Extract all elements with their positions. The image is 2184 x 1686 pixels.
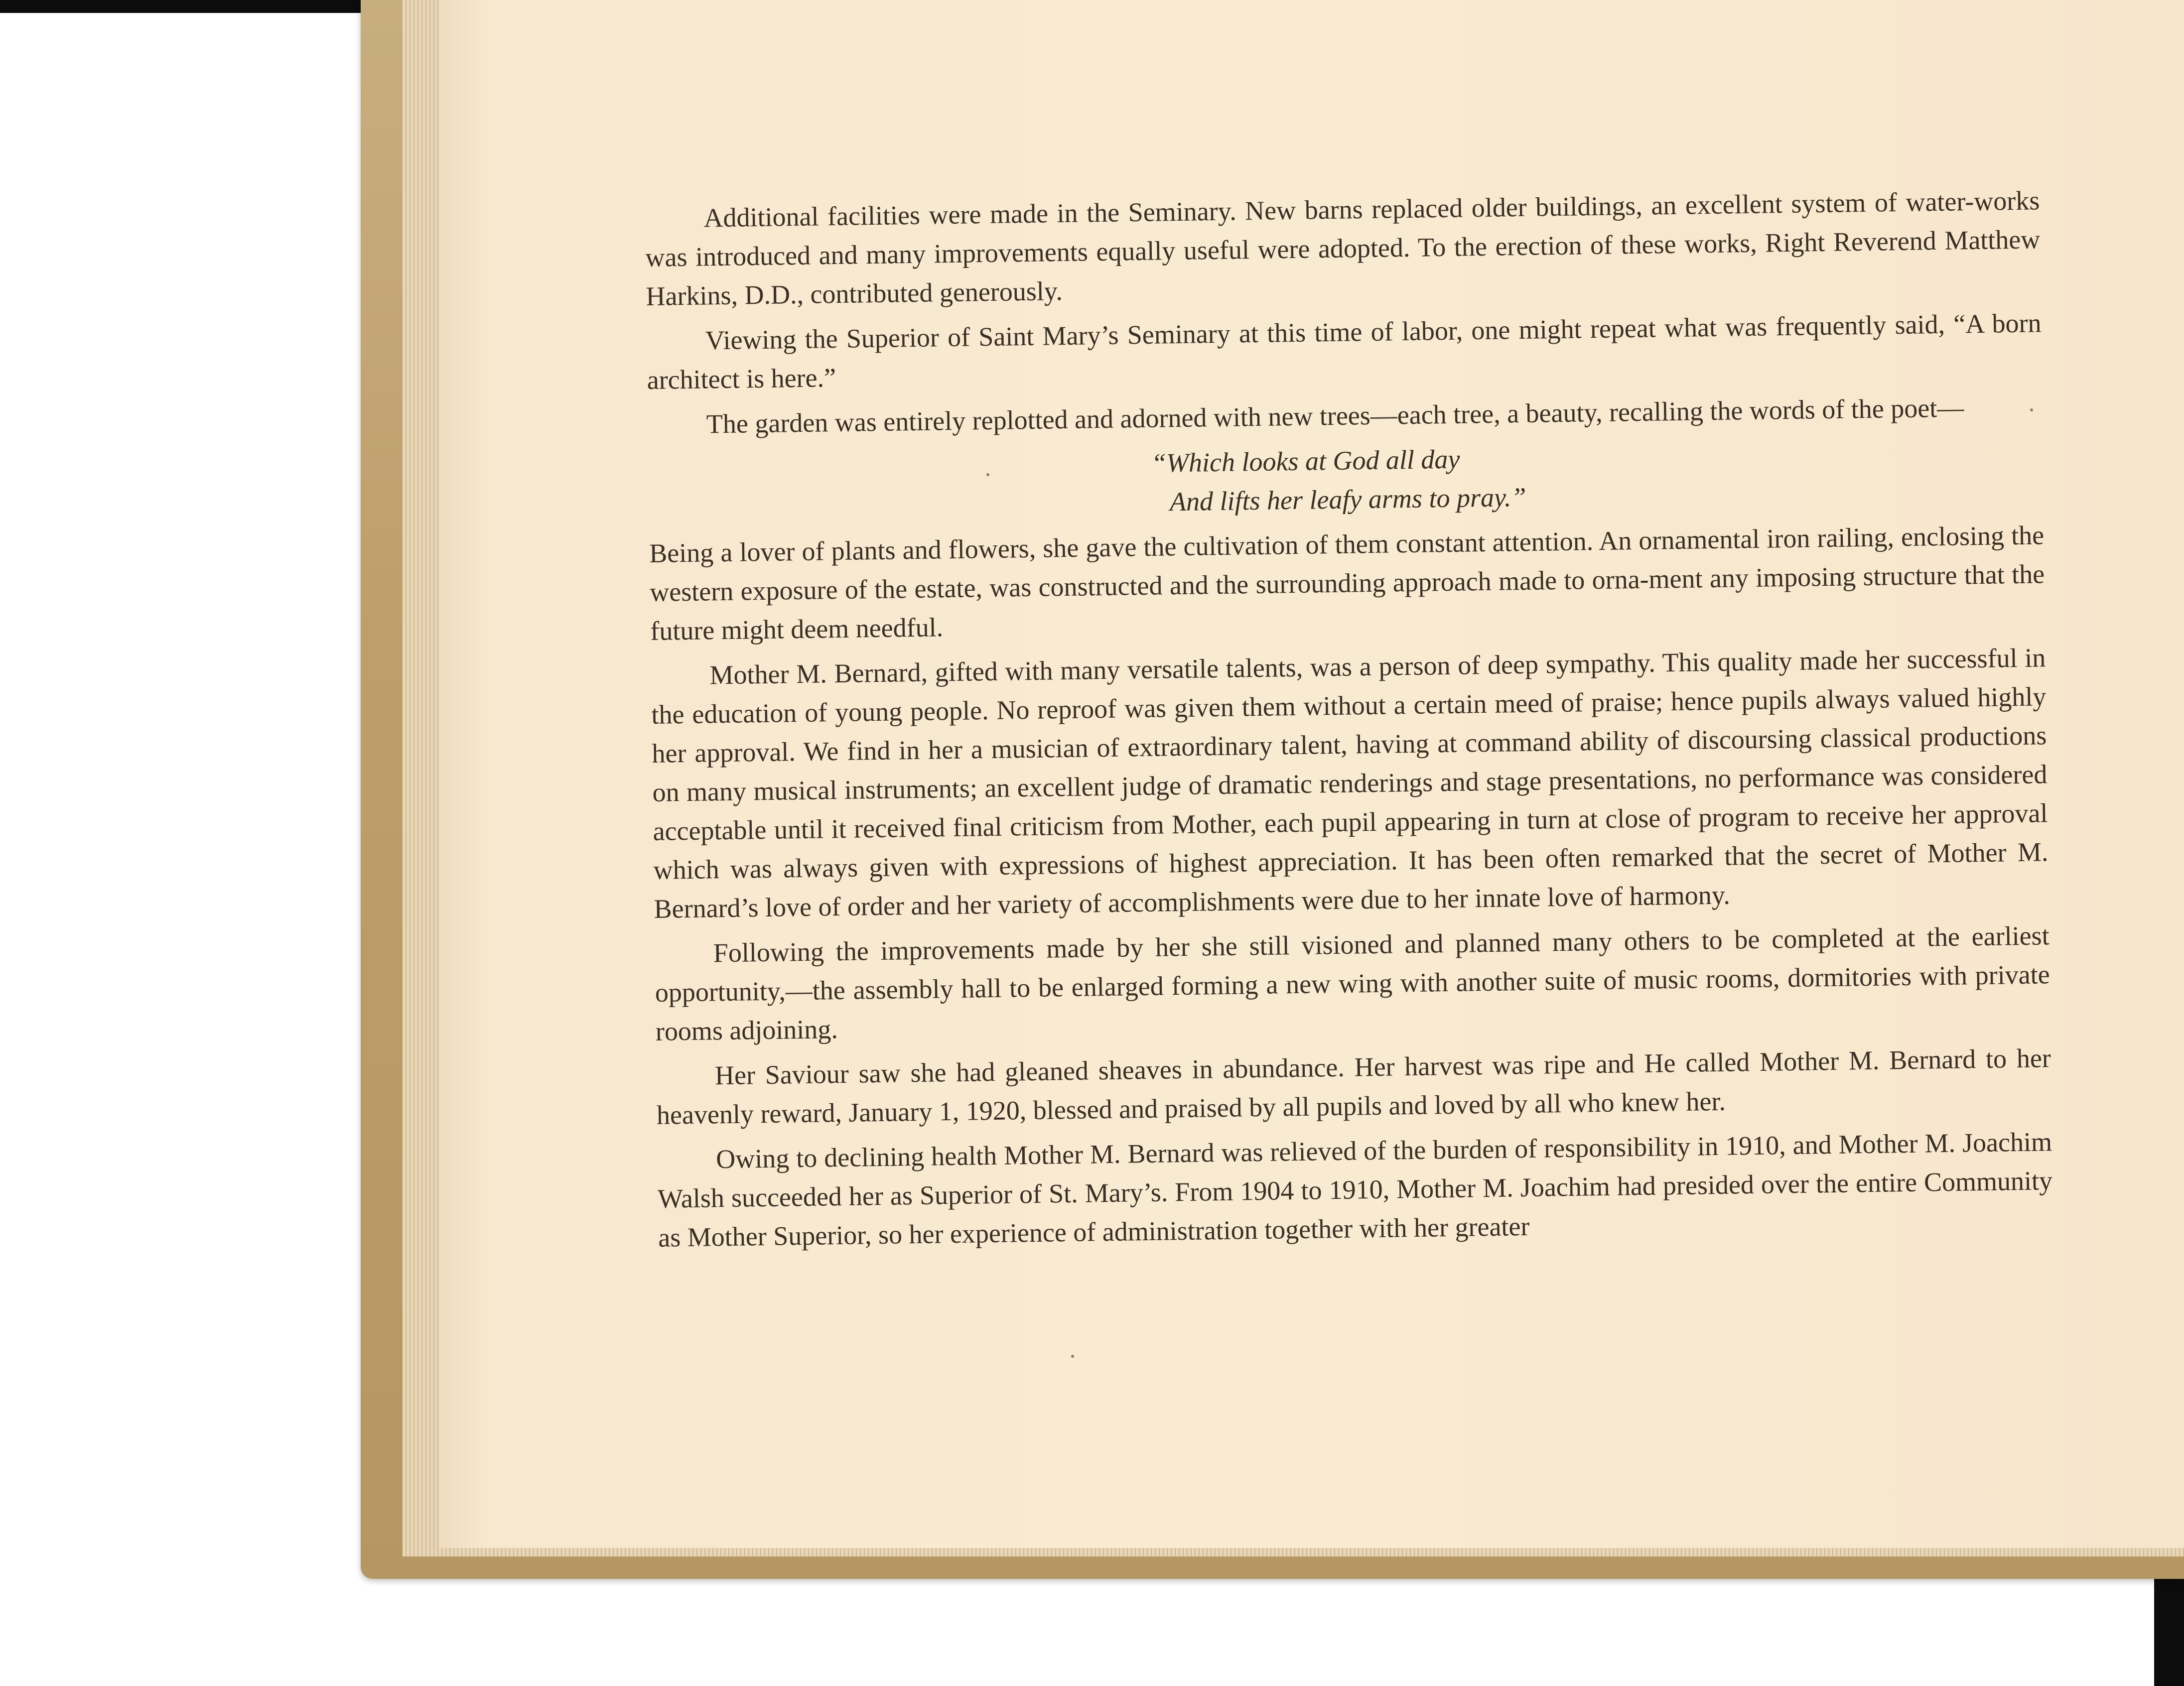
paragraph: Viewing the Superior of Saint Mary’s Seminary at this time of labor, one might repeat what was frequently said, “A born architect is here.” [647,308,2042,395]
paper-speck [1071,1355,1074,1358]
page-text [645,181,2053,1263]
paragraph: Her Saviour saw she had gleaned sheaves in abundance. Her harvest was ripe and He called Mother M. Bernard to her heavenly reward, January 1, 1920, blessed and praised by all pupils and loved by all who knew her. [656,1043,2051,1130]
paragraph: Owing to declining health Mother M. Bernard was relieved of the burden of responsibility in 1910, and Mother M. Joachim Walsh succeeded her as Superior of St. Mary’s. From 1904 to 1910, Mother M. Joachim had presided over the entire Community as Mother Superior, so her experience of administration together with her greater [657,1127,2053,1253]
paragraph: The garden was entirely replotted and adorned with new trees—each tree, a beauty, recalling the words of the poet— [706,392,1964,439]
paragraph: Mother M. Bernard, gifted with many versatile talents, was a person of deep sympathy. This quality made her successful in the education of young people. No reproof was given them without a certain meed of praise; hence pupils always valued highly her approval. We find in her a musician of extraordinary talent, having at command ability of discoursing classical productions on many musical instruments; an excellent judge of dramatic renderings and stage presentations, no performance was considered acceptable until it received final criticism from Mother, each pupil appearing in turn at close of program to receive her approval which was always given with expressions of highest appreciation. It has been often remarked that the secret of Mother M. Bernard’s love of order and her variety of accomplishments were due to her innate love of harmony. [651,643,2048,924]
paragraph: Following the improvements made by her she still visioned and planned many others to be completed at the earliest opportunity,—the assembly hall to be enlarged forming a new wing with another suite of music rooms, dormitories with private rooms adjoining. [655,920,2050,1046]
paragraph: Additional facilities were made in the Seminary. New barns replaced older buildings, an excellent system of water-works was introduced and many improvements equally useful were adopted. To the erection of these works, Right Reverend Matthew Harkins, D.D., contributed generously. [645,185,2041,311]
poem-line: “Which looks at God all day [1151,444,1460,478]
poem-line: And lifts her leafy arms to pray.” [1169,482,1526,517]
poem-quote [648,432,2044,528]
paragraph: Being a lover of plants and flowers, she gave the cultivation of them constant attention. An ornamental iron railing, enclosing the western exposure of the estate, was constructed and the surrounding approach made to orna-ment any imposing structure that the future might deem needful. [649,520,2045,646]
